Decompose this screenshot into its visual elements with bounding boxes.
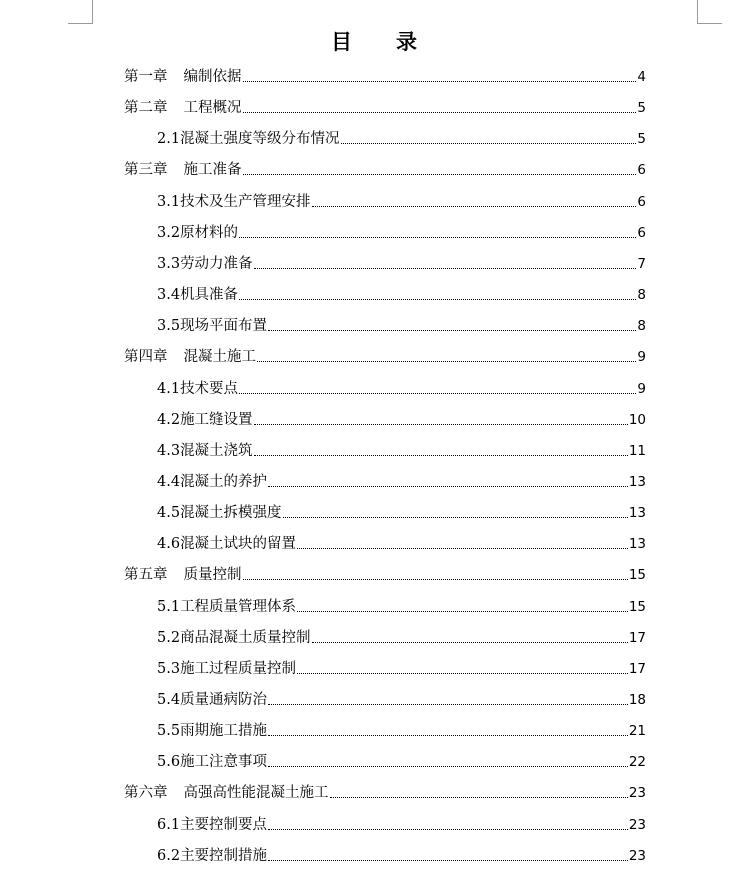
- toc-dot-leader: [268, 735, 628, 736]
- toc-entry-text: 混凝土拆模强度: [180, 505, 282, 522]
- toc-dot-leader: [268, 704, 628, 705]
- toc-section-entry[interactable]: [157, 597, 646, 617]
- toc-entry-number: 4.4: [157, 473, 181, 490]
- toc-entry-text: 混凝土施工: [183, 349, 256, 366]
- toc-dot-leader: [312, 642, 628, 643]
- toc-entry-heading: [157, 316, 267, 336]
- toc-entry-text: 质量控制: [183, 567, 242, 584]
- toc-page-number: 6: [637, 193, 646, 210]
- toc-entry-number: 3.4: [157, 287, 181, 304]
- toc-section-entry[interactable]: [157, 752, 646, 772]
- toc-page-number: 8: [637, 287, 646, 304]
- toc-entry-text: 技术及生产管理安排: [180, 193, 311, 210]
- toc-entry-number: 2.1: [157, 131, 181, 148]
- toc-entry-heading: [157, 846, 267, 866]
- toc-title-part1: 目: [331, 29, 352, 54]
- toc-entry-number: 3.1: [157, 193, 181, 210]
- toc-entry-heading: [157, 503, 282, 523]
- toc-page-number: 13: [628, 536, 646, 553]
- toc-chapter-entry[interactable]: [124, 347, 646, 367]
- toc-section-entry[interactable]: [157, 721, 646, 741]
- toc-section-entry[interactable]: [157, 503, 646, 523]
- toc-entry-text: 主要控制要点: [180, 816, 268, 833]
- toc-entry-text: 施工注意事项: [180, 754, 268, 771]
- toc-page-number: 9: [637, 380, 646, 397]
- corner-mark-top-left-horizontal: [68, 23, 93, 24]
- toc-page-number: 15: [628, 567, 646, 584]
- toc-section-entry[interactable]: [157, 254, 646, 274]
- toc-page-number: 6: [637, 224, 646, 241]
- toc-section-entry[interactable]: [157, 285, 646, 305]
- toc-entry-number: 第五章: [124, 567, 168, 584]
- toc-entry-heading: [124, 98, 242, 118]
- corner-mark-top-right-vertical: [697, 0, 698, 24]
- toc-dot-leader: [341, 143, 637, 144]
- toc-entry-number: 第六章: [124, 785, 168, 802]
- toc-section-entry[interactable]: [157, 316, 646, 336]
- toc-entry-heading: [124, 67, 242, 87]
- toc-entry-text: 质量通病防治: [180, 692, 268, 708]
- toc-dot-leader: [297, 611, 628, 612]
- toc-entry-number: 第二章: [124, 100, 168, 117]
- toc-dot-leader: [268, 486, 628, 487]
- toc-section-entry[interactable]: [157, 846, 646, 866]
- toc-section-entry[interactable]: [157, 472, 646, 492]
- toc-entry-number: 4.2: [157, 411, 181, 428]
- toc-section-entry[interactable]: [157, 223, 646, 243]
- toc-entry-text: 施工缝设置: [180, 411, 253, 428]
- toc-dot-leader: [254, 455, 628, 456]
- toc-entry-heading: [157, 597, 296, 617]
- toc-entry-text: 混凝土试块的留置: [180, 536, 297, 553]
- toc-section-entry[interactable]: [157, 815, 646, 835]
- toc-entry-heading: [157, 379, 238, 399]
- toc-entry-number: 第四章: [124, 349, 168, 366]
- toc-entry-number: 5.5: [157, 723, 181, 740]
- toc-entry-text: 原材料的: [180, 224, 239, 241]
- toc-chapter-entry[interactable]: [124, 160, 646, 180]
- toc-entry-heading: [157, 192, 311, 212]
- toc-page-number: 7: [637, 255, 646, 272]
- toc-dot-leader: [297, 548, 628, 549]
- toc-entry-number: 5.2: [157, 629, 181, 646]
- toc-page-number: 13: [628, 505, 646, 522]
- toc-chapter-entry[interactable]: [124, 565, 646, 585]
- toc-dot-leader: [268, 766, 628, 767]
- toc-section-entry[interactable]: [157, 192, 646, 212]
- toc-entry-number: 6.1: [157, 816, 181, 833]
- toc-dot-leader: [330, 797, 628, 798]
- toc-dot-leader: [254, 424, 628, 425]
- toc-title: [0, 26, 748, 56]
- toc-dot-leader: [268, 330, 636, 331]
- toc-chapter-entry[interactable]: [124, 98, 646, 118]
- toc-entry-number: 4.5: [157, 505, 181, 522]
- toc-entry-number: 3.2: [157, 224, 181, 241]
- toc-entry-heading: [157, 472, 267, 492]
- toc-entry-number: 5.4: [157, 692, 181, 708]
- toc-entry-number: 4.6: [157, 536, 181, 553]
- toc-page-number: 9: [637, 349, 646, 366]
- toc-title-part2: 录: [396, 29, 417, 54]
- toc-dot-leader: [243, 81, 637, 82]
- toc-entry-heading: [157, 534, 296, 554]
- toc-entry-number: 6.2: [157, 847, 181, 864]
- toc-entry-text: 主要控制措施: [180, 847, 268, 864]
- toc-entry-number: 第一章: [124, 69, 168, 85]
- corner-mark-top-right-horizontal: [697, 23, 722, 24]
- toc-dot-leader: [312, 206, 637, 207]
- toc-entry-heading: [157, 690, 267, 710]
- toc-section-entry[interactable]: [157, 659, 646, 679]
- toc-page-number: 10: [628, 411, 646, 428]
- toc-chapter-entry[interactable]: [124, 67, 646, 87]
- toc-page-number: 22: [628, 754, 646, 771]
- toc-entry-heading: [157, 721, 267, 741]
- toc-entry-heading: [157, 659, 296, 679]
- toc-section-entry[interactable]: [157, 129, 646, 149]
- toc-page-number: 13: [628, 473, 646, 490]
- toc-entry-text: 机具准备: [180, 287, 239, 304]
- toc-section-entry[interactable]: [157, 628, 646, 648]
- toc-entry-text: 施工过程质量控制: [180, 660, 297, 677]
- toc-page-number: 5: [637, 100, 646, 117]
- toc-entry-heading: [124, 565, 242, 585]
- toc-section-entry[interactable]: [157, 410, 646, 430]
- toc-entry-text: 混凝土浇筑: [180, 442, 253, 459]
- toc-dot-leader: [297, 673, 628, 674]
- toc-page-number: 18: [628, 692, 646, 708]
- toc-entry-text: 工程质量管理体系: [180, 598, 297, 615]
- toc-dot-leader: [239, 299, 636, 300]
- toc-entry-number: 5.6: [157, 754, 181, 771]
- toc-section-entry[interactable]: [157, 690, 646, 710]
- toc-page-number: 15: [628, 598, 646, 615]
- toc-entry-heading: [157, 815, 267, 835]
- toc-entry-number: 4.3: [157, 442, 181, 459]
- toc-dot-leader: [239, 393, 636, 394]
- toc-entry-heading: [157, 410, 253, 430]
- toc-entry-heading: [157, 129, 340, 149]
- toc-entry-text: 工程概况: [183, 100, 242, 117]
- toc-entry-text: 技术要点: [180, 380, 239, 397]
- toc-dot-leader: [254, 268, 637, 269]
- toc-page-number: 6: [637, 162, 646, 179]
- toc-page-number: 17: [628, 629, 646, 646]
- toc-page-number: 8: [637, 318, 646, 335]
- toc-dot-leader: [268, 829, 628, 830]
- toc-entry-text: 编制依据: [183, 69, 242, 85]
- toc-page-number: 23: [628, 785, 646, 802]
- toc-page-number: 21: [628, 723, 646, 740]
- toc-entry-text: 高强高性能混凝土施工: [183, 785, 329, 802]
- toc-page-number: 17: [628, 660, 646, 677]
- toc-dot-leader: [239, 237, 636, 238]
- toc-entry-text: 劳动力准备: [180, 255, 253, 272]
- toc-entry-number: 3.5: [157, 318, 181, 335]
- toc-page-number: 23: [628, 847, 646, 864]
- toc-entry-heading: [157, 223, 238, 243]
- toc-dot-leader: [268, 860, 628, 861]
- toc-entry-text: 混凝土强度等级分布情况: [180, 131, 340, 148]
- toc-entry-text: 雨期施工措施: [180, 723, 268, 740]
- toc-dot-leader: [243, 112, 637, 113]
- toc-entry-number: 5.3: [157, 660, 181, 677]
- toc-entry-number: 4.1: [157, 380, 181, 397]
- toc-page-number: 23: [628, 816, 646, 833]
- toc-entry-heading: [124, 783, 329, 803]
- toc-entry-text: 现场平面布置: [180, 318, 268, 335]
- toc-entry-number: 3.3: [157, 255, 181, 272]
- toc-dot-leader: [243, 579, 628, 580]
- toc-entry-number: 5.1: [157, 598, 181, 615]
- toc-entry-heading: [157, 752, 267, 772]
- toc-entry-heading: [157, 254, 253, 274]
- toc-entry-text: 混凝土的养护: [180, 473, 268, 490]
- toc-section-entry[interactable]: [157, 441, 646, 461]
- toc-section-entry[interactable]: [157, 379, 646, 399]
- toc-dot-leader: [243, 174, 637, 175]
- toc-entry-heading: [157, 285, 238, 305]
- toc-entry-heading: [124, 347, 256, 367]
- toc-page-number: 11: [628, 442, 646, 459]
- toc-dot-leader: [283, 517, 628, 518]
- toc-dot-leader: [257, 361, 636, 362]
- toc-entry-number: 第三章: [124, 162, 168, 179]
- toc-entry-text: 施工准备: [183, 162, 242, 179]
- toc-page-number: 5: [637, 131, 646, 148]
- toc-entry-text: 商品混凝土质量控制: [180, 629, 311, 646]
- toc-entry-heading: [157, 441, 253, 461]
- toc-entry-heading: [157, 628, 311, 648]
- toc-chapter-entry[interactable]: [124, 783, 646, 803]
- toc-entry-heading: [124, 160, 242, 180]
- corner-mark-top-left-vertical: [92, 0, 93, 24]
- toc-section-entry[interactable]: [157, 534, 646, 554]
- toc-page-number: 4: [637, 69, 646, 85]
